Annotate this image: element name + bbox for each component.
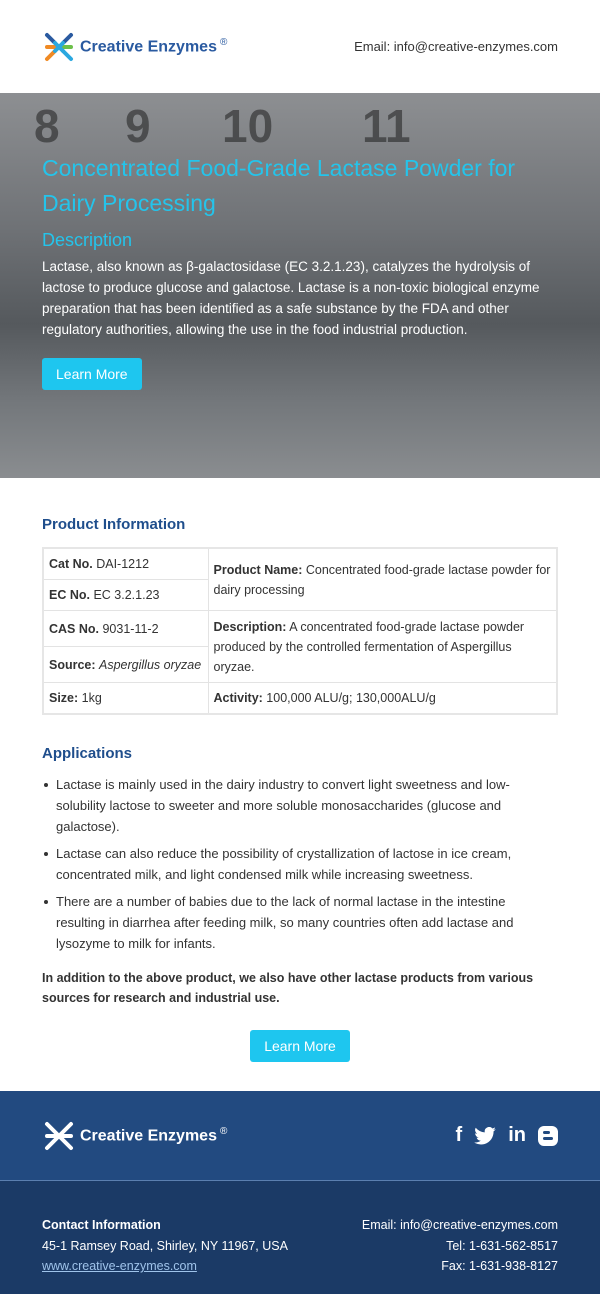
learn-more-button-2[interactable]: Learn More	[250, 1030, 350, 1062]
bg-number: 10	[222, 100, 274, 152]
description-text: Lactase, also known as β-galactosidase (EC 3.2.1.23), catalyzes the hydrolysis of lactose to produce glucose and galactose. Lactase is a non-toxic biological enzyme preparation that has been identified as a safe substance by the FDA and other regulatory authorities, allowing the use in the food industrial production.	[42, 259, 540, 337]
footer-fax: Fax: 1-631-938-8127	[441, 1259, 558, 1273]
applications	[0, 715, 600, 1091]
bg-number: 9	[125, 100, 151, 152]
activity-cell: Activity: 100,000 ALU/g; 130,000ALU/g	[208, 683, 557, 715]
applications-title: Applications	[42, 745, 133, 762]
website-link[interactable]: www.creative-enzymes.com	[42, 1259, 197, 1273]
source-cell: Source: Aspergillus oryzae	[43, 647, 208, 683]
other-products-note: In addition to the above product, we also have other lactase products from various sources for research and industrial use.	[42, 971, 534, 1005]
applications-list	[42, 774, 558, 954]
linkedin-icon[interactable]: in	[508, 1124, 526, 1146]
contact-title: Contact Information	[42, 1218, 161, 1232]
product-information	[0, 478, 600, 715]
header	[0, 0, 600, 93]
product-table	[42, 547, 558, 715]
logo[interactable]	[42, 30, 227, 64]
header-email[interactable]: Email: info@creative-enzymes.com	[354, 39, 558, 54]
twitter-icon[interactable]	[474, 1127, 496, 1145]
address: 45-1 Ramsey Road, Shirley, NY 11967, USA	[42, 1238, 288, 1253]
description-heading: Description	[42, 230, 133, 250]
logo-icon	[42, 1119, 76, 1153]
logo-icon	[42, 30, 76, 64]
size-cell: Size: 1kg	[43, 683, 208, 715]
list-item: Lactase is mainly used in the dairy industry to convert light sweetness and low-solubility lactose to sweeter and more soluble monosaccharides (glucose and galactose).	[42, 774, 558, 837]
footer-tel: Tel: 1-631-562-8517	[446, 1238, 558, 1253]
list-item: There are a number of babies due to the lack of normal lactase in the intestine resulting in diarrhea after feeding milk, so many countries often add lactase and lysozyme to milk for infants.	[42, 891, 558, 954]
ec-no-cell: EC No. EC 3.2.1.23	[43, 580, 208, 611]
product-info-title: Product Information	[42, 516, 186, 533]
footer-email[interactable]: Email: info@creative-enzymes.com	[361, 1218, 558, 1232]
learn-more-button[interactable]: Learn More	[42, 358, 142, 390]
facebook-icon[interactable]: f	[455, 1124, 463, 1146]
bg-number: 11	[362, 100, 411, 152]
hero-banner	[0, 93, 600, 478]
social-links	[456, 1124, 558, 1147]
cas-no-cell: CAS No. 9031-11-2	[43, 611, 208, 647]
footer-top	[0, 1091, 600, 1181]
brand-name: Creative Enzymes ®	[80, 36, 228, 56]
description-cell: Description: A concentrated food-grade lactase powder produced by the controlled fermentation of Aspergillus oryzae.	[208, 611, 557, 683]
brand-name: Creative Enzymes ®	[80, 1125, 228, 1145]
bg-number: 8	[34, 100, 60, 152]
cat-no-cell: Cat No. DAI-1212	[43, 548, 208, 580]
blogger-icon[interactable]	[538, 1126, 558, 1146]
footer-contact	[0, 1181, 600, 1294]
footer-logo[interactable]	[42, 1119, 227, 1153]
list-item: Lactase can also reduce the possibility of crystallization of lactose in ice cream, concentrated milk, and light condensed milk while increasing sweetness.	[42, 843, 558, 885]
page-title: Concentrated Food-Grade Lactase Powder for Dairy Processing	[42, 155, 516, 216]
product-name-cell: Product Name: Concentrated food-grade lactase powder for dairy processing	[208, 548, 557, 611]
